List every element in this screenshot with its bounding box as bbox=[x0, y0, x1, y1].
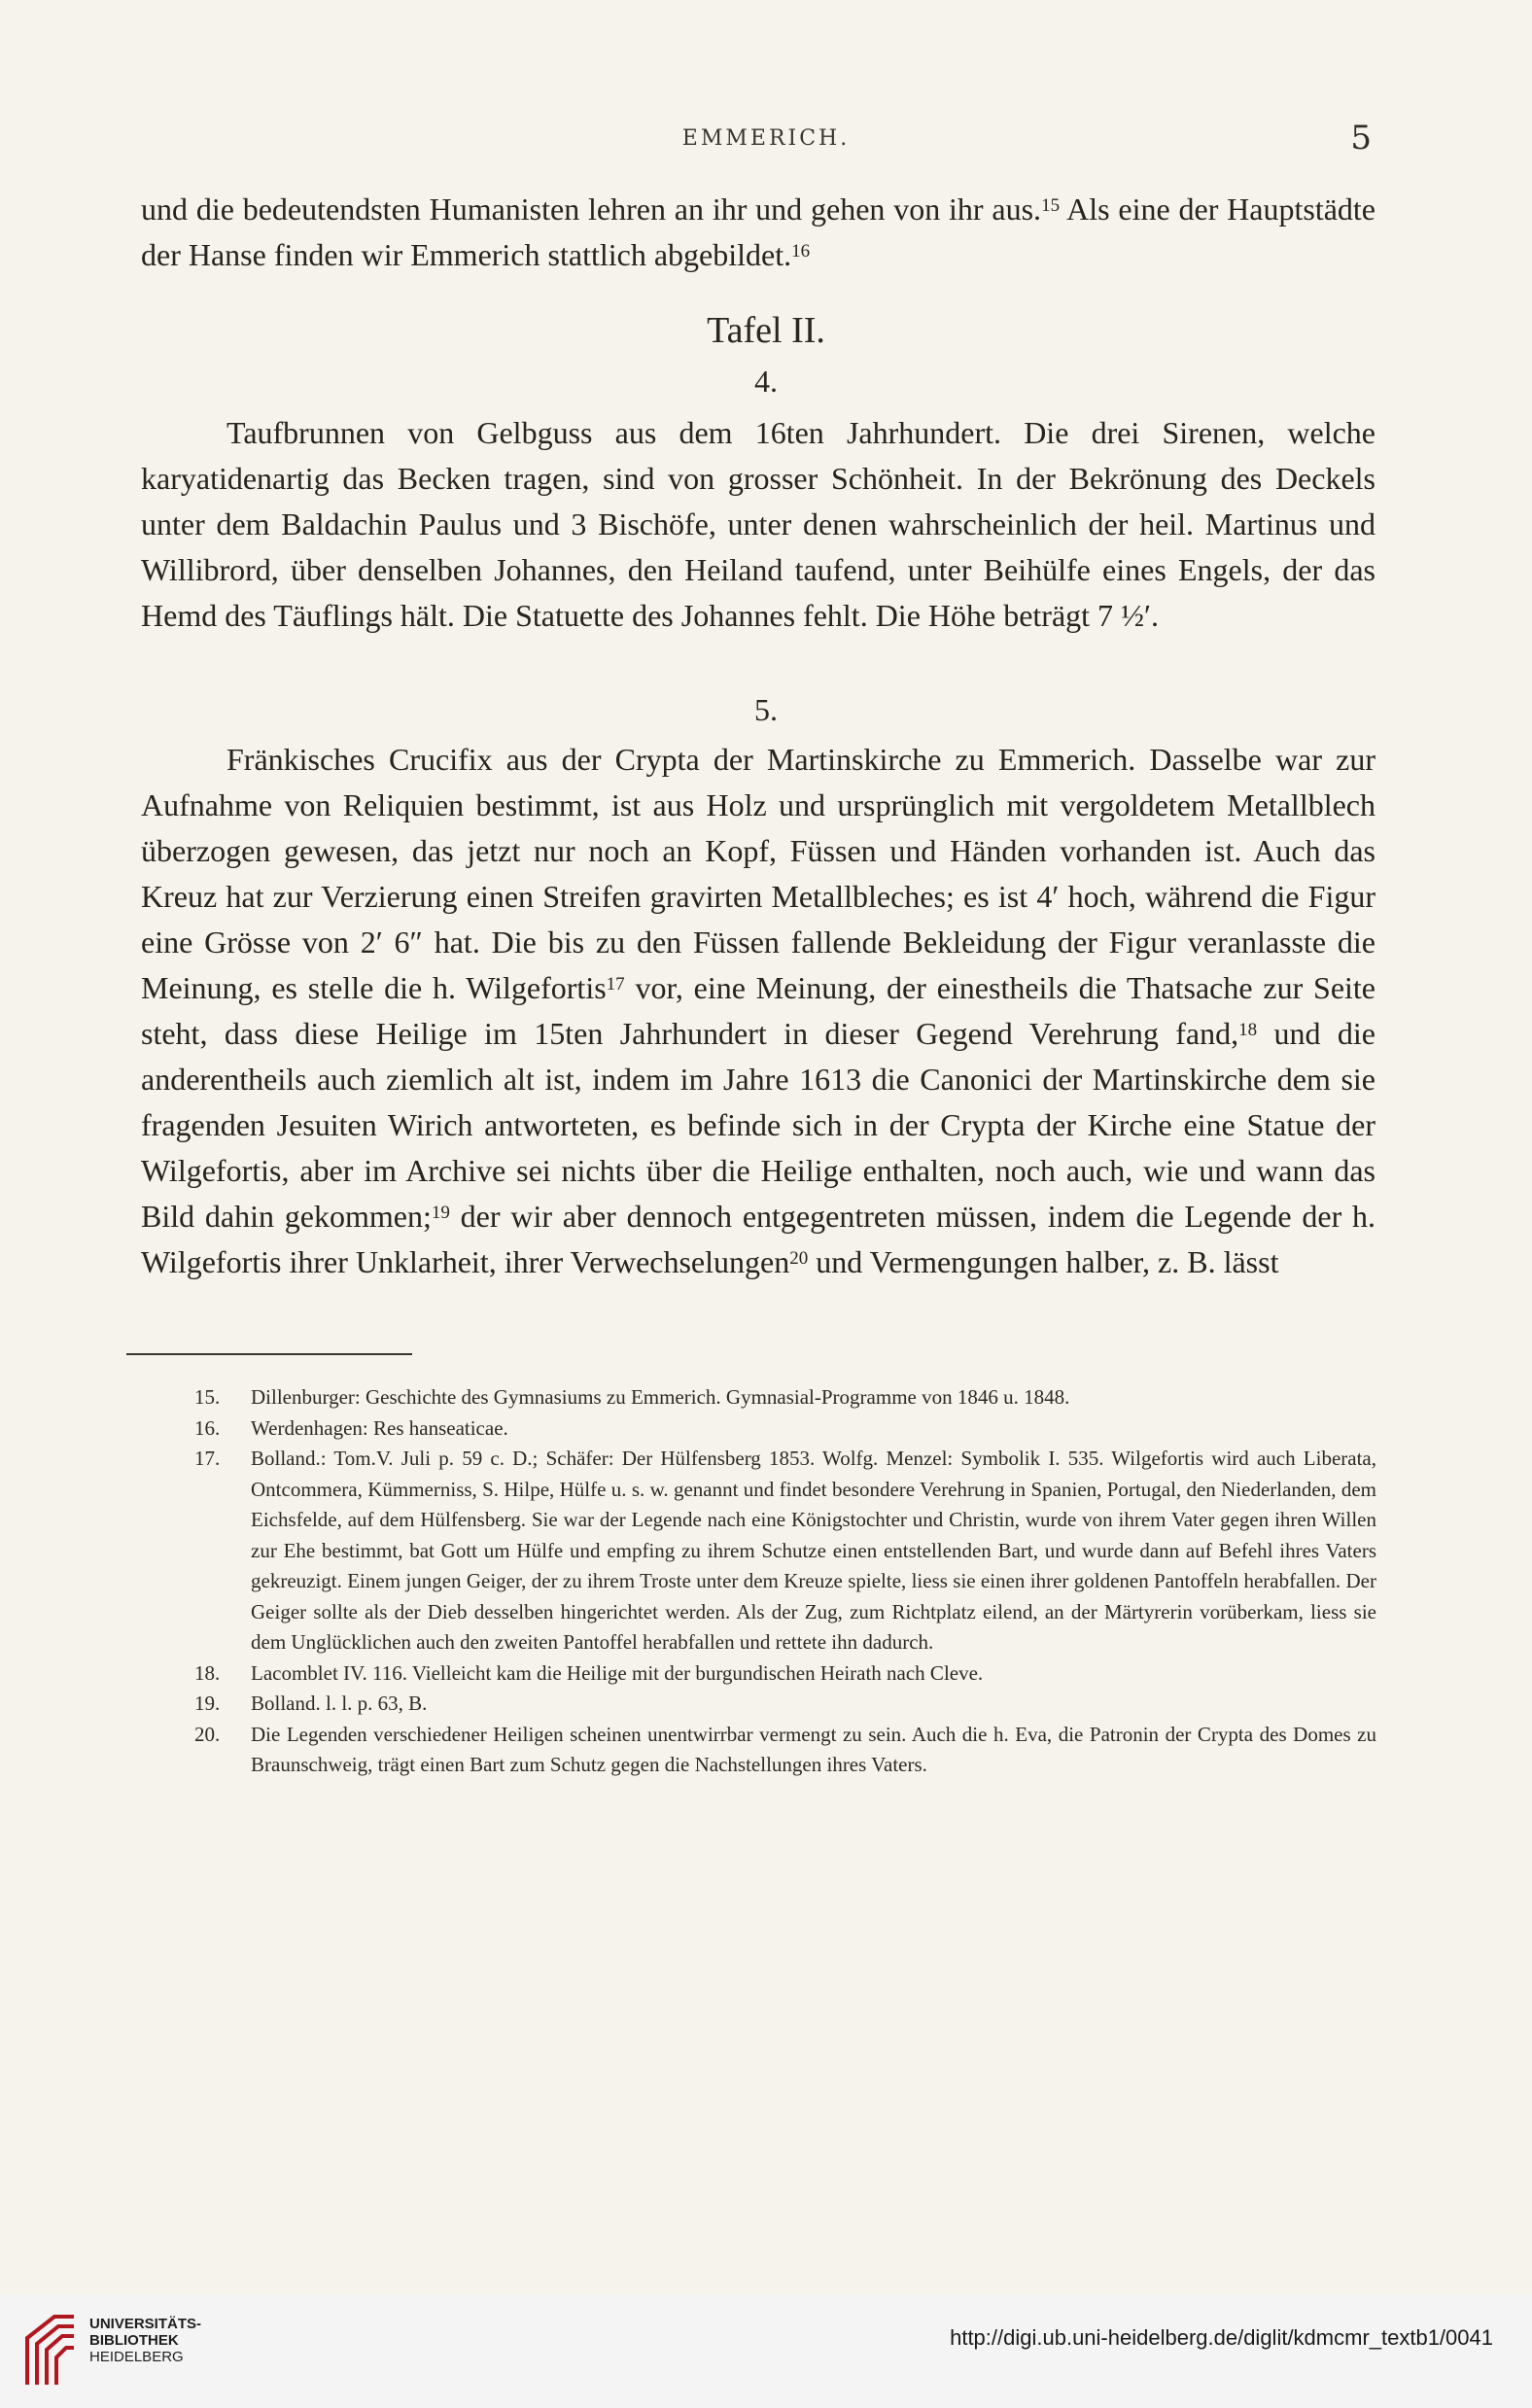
library-name-line-2: BIBLIOTHEK bbox=[89, 2332, 179, 2349]
footnotes bbox=[194, 1382, 1376, 1781]
section-number-5: 5. bbox=[754, 692, 778, 727]
footnote-number: 15. bbox=[194, 1385, 221, 1409]
footnote-ref-15[interactable]: 15 bbox=[1041, 195, 1061, 216]
footnote-text: Bolland.: Tom.V. Juli p. 59 c. D.; Schäfer: Der Hülfensberg 1853. Wolfg. Menzel: Symbolik I. 535. Wilgefortis wird auch Liberata, Ontcommera, Kümmerniss, S. Hilpe, Hülfe u. s. w. genannt und findet besondere Verehrung in Spanien, Portugal, den Niederlanden, dem Eichsfelde, auf dem Hülfensberg. Sie war der Legende nach eine Königstochter und Christin, wurde von ihrem Vater gegen ihren Willen zur Ehe bestimmt, bat Gott um Hülfe und empfing zu ihrem Schutze einen entstellenden Bart, und wurde dann auf Befehl ihres Vaters gekreuzigt. Einem jungen Geiger, der zu ihrem Troste unter dem Kreuze spielte, liess sie einen ihrer goldenen Pantoffeln herabfallen. Der Geiger sollte als der Dieb desselben hingerichtet werden. Als der Zug, zum Richtplatz eilend, an der Märtyrerin vorüberkam, liess sie dem Unglücklichen auch den zweiten Pantoffel herabfallen und rettete ihn dadurch. bbox=[251, 1447, 1376, 1654]
intro-text-a: und die bedeutendsten Humanisten lehren an ihr und gehen von ihr aus. bbox=[141, 192, 1042, 227]
footnote-ref-16[interactable]: 16 bbox=[791, 241, 811, 262]
footnote-number: 19. bbox=[194, 1692, 221, 1715]
library-name-line-3: HEIDELBERG bbox=[89, 2349, 184, 2365]
footnote-16 bbox=[194, 1413, 1376, 1445]
footnote-number: 16. bbox=[194, 1415, 221, 1440]
footnote-number: 20. bbox=[194, 1722, 221, 1746]
library-name bbox=[89, 2316, 201, 2365]
footnote-ref-20[interactable]: 20 bbox=[789, 1248, 809, 1269]
footnote-text: Lacomblet IV. 116. Vielleicht kam die Heilige mit der burgundischen Heirath nach Cleve. bbox=[251, 1660, 984, 1685]
library-name-line-1: UNIVERSITÄTS- bbox=[89, 2316, 202, 2332]
footnote-number: 17. bbox=[194, 1447, 221, 1470]
section-5-text-3: und die anderentheils auch ziemlich alt ist, indem im Jahre 1613 die Canonici der Martinskirche dem sie fragenden Jesuiten Wirich antworteten, es befinde sich in der Crypta der Kirche eine Statue der Wilgefortis, aber im Archive sei nichts über die Heilige enthalten, noch auch, wie und wann das Bild dahin gekommen; bbox=[141, 1016, 1376, 1234]
library-logo-icon[interactable] bbox=[19, 2309, 82, 2389]
viewer-footer bbox=[0, 2294, 1532, 2408]
intro-text-b: Als eine der Hauptstädte der Hanse finden wir Emmerich stattlich abgebildet. bbox=[141, 192, 1376, 272]
permalink-url[interactable]: http://digi.ub.uni-heidelberg.de/diglit/kdmcmr_textb1/0041 bbox=[950, 2325, 1493, 2350]
running-title: EMMERICH. bbox=[681, 126, 851, 151]
footnote-text: Werdenhagen: Res hanseaticae. bbox=[251, 1415, 508, 1440]
footnote-text: Dillenburger: Geschichte des Gymnasiums zu Emmerich. Gymnasial-Programme von 1846 u. 1848. bbox=[251, 1385, 1070, 1409]
section-4-paragraph bbox=[141, 410, 1375, 639]
footnote-ref-17[interactable]: 17 bbox=[606, 974, 625, 995]
plate-title: Tafel II. bbox=[707, 310, 825, 351]
footnote-20 bbox=[194, 1720, 1376, 1781]
footnote-15 bbox=[194, 1382, 1376, 1413]
footnote-17 bbox=[194, 1444, 1376, 1658]
footnote-ref-18[interactable]: 18 bbox=[1238, 1020, 1258, 1040]
section-5-text-4: der wir aber dennoch entgegentreten müssen, indem die Legende der h. Wilgefortis ihrer Unklarheit, ihrer Verwechselungen bbox=[141, 1199, 1376, 1279]
section-5-text-2: vor, eine Meinung, der einestheils die Thatsache zur Seite steht, dass diese Heilige im 15ten Jahrhundert in dieser Gegend Verehrung fand, bbox=[141, 970, 1376, 1051]
footnote-text: Die Legenden verschiedener Heiligen scheinen unentwirrbar vermengt zu sein. Auch die h. Eva, die Patronin der Crypta des Domes zu Braunschweig, trägt einen Bart zum Schutz gegen die Nachstellungen ihres Vaters. bbox=[251, 1722, 1376, 1776]
footnote-divider bbox=[126, 1353, 412, 1355]
section-4-text: Taufbrunnen von Gelbguss aus dem 16ten Jahrhundert. Die drei Sirenen, welche karyatidenartig das Becken tragen, sind von grosser Schönheit. In der Bekrönung des Deckels unter dem Baldachin Paulus und 3 Bischöfe, unter denen wahrscheinlich der heil. Martinus und Willibrord, über denselben Johannes, den Heiland taufend, unter Beihülfe eines Engels, der das Hemd des Täuflings hält. Die Statuette des Johannes fehlt. Die Höhe beträgt 7 ½′. bbox=[141, 415, 1375, 633]
footnote-19 bbox=[194, 1689, 1376, 1720]
footnote-number: 18. bbox=[194, 1660, 221, 1685]
section-number-4: 4. bbox=[754, 364, 778, 399]
footnote-text: Bolland. l. l. p. 63, B. bbox=[251, 1692, 428, 1715]
intro-paragraph bbox=[141, 187, 1375, 278]
section-5-text-5: und Vermengungen halber, z. B. lässt bbox=[808, 1244, 1279, 1279]
footnote-ref-19[interactable]: 19 bbox=[431, 1203, 450, 1223]
page-number: 5 bbox=[1350, 119, 1372, 157]
section-5-paragraph bbox=[141, 737, 1375, 1285]
footnote-18 bbox=[194, 1658, 1376, 1690]
section-5-text-1: Fränkisches Crucifix aus der Crypta der Martinskirche zu Emmerich. Dasselbe war zur Aufnahme von Reliquien bestimmt, ist aus Holz und ursprünglich mit vergoldetem Metallblech überzogen gewesen, das jetzt nur noch an Kopf, Füssen und Händen vorhanden ist. Auch das Kreuz hat zur Verzierung einen Streifen gravirten Metallbleches; es ist 4′ hoch, während die Figur eine Grösse von 2′ 6″ hat. Die bis zu den Füssen fallende Bekleidung der Figur veranlasste die Meinung, es stelle die h. Wilgefortis bbox=[141, 742, 1375, 1005]
